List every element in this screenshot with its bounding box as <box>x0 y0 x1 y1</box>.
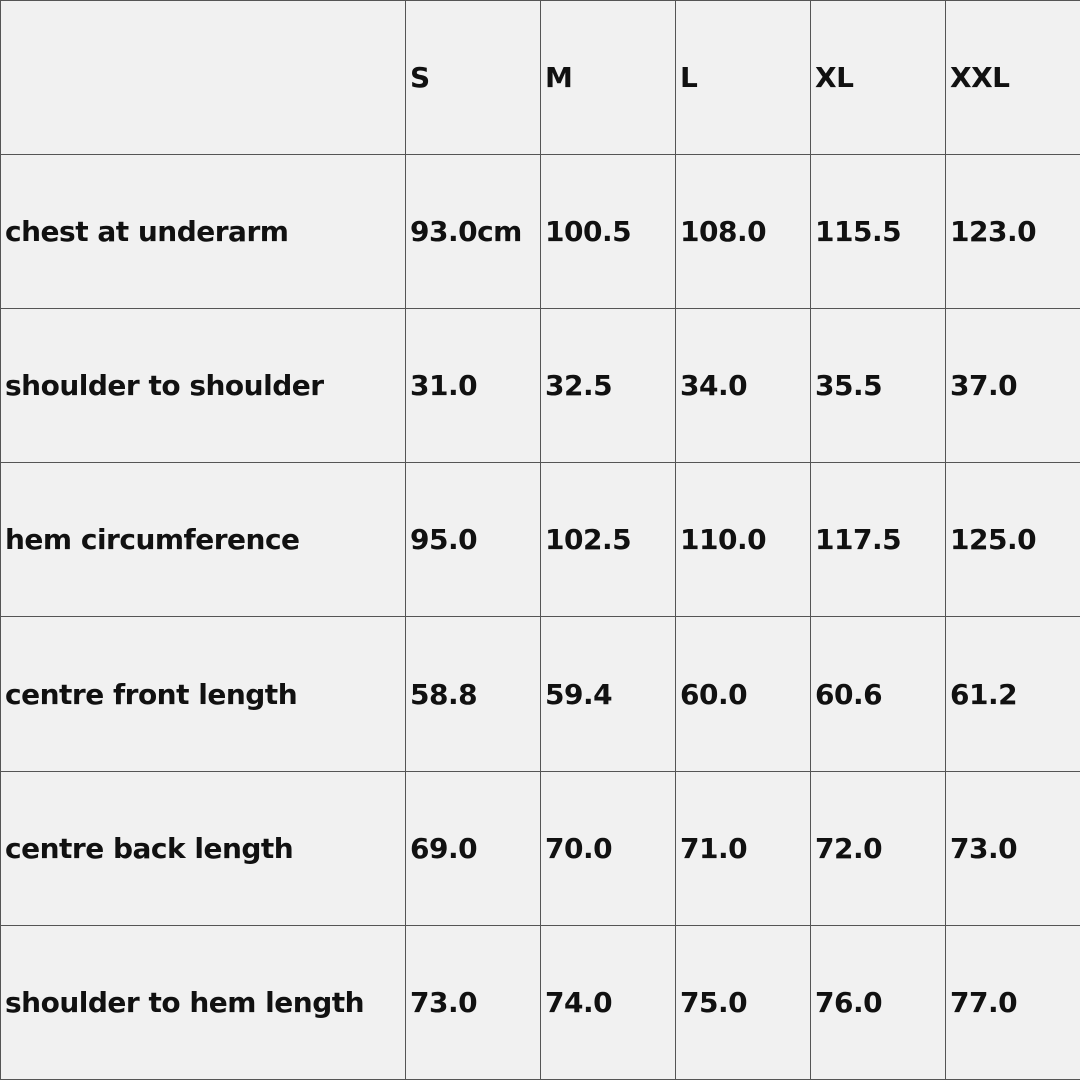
row-label: shoulder to shoulder <box>1 309 406 463</box>
table-cell: 34.0 <box>676 309 811 463</box>
table-cell: 61.2 <box>946 617 1080 771</box>
table-row <box>1 309 1080 463</box>
table-cell: 60.6 <box>811 617 946 771</box>
size-header-l: L <box>676 1 811 155</box>
table-cell: 73.0 <box>406 925 541 1079</box>
table-cell: 73.0 <box>946 771 1080 925</box>
table-row <box>1 155 1080 309</box>
table-cell: 102.5 <box>541 463 676 617</box>
table-cell: 72.0 <box>811 771 946 925</box>
row-label: centre front length <box>1 617 406 771</box>
table-cell: 108.0 <box>676 155 811 309</box>
table-cell: 76.0 <box>811 925 946 1079</box>
table-cell: 70.0 <box>541 771 676 925</box>
table-cell: 77.0 <box>946 925 1080 1079</box>
table-cell: 95.0 <box>406 463 541 617</box>
table-cell: 115.5 <box>811 155 946 309</box>
table-cell: 32.5 <box>541 309 676 463</box>
table-cell: 69.0 <box>406 771 541 925</box>
table-cell: 58.8 <box>406 617 541 771</box>
corner-cell <box>1 1 406 155</box>
row-label: hem circumference <box>1 463 406 617</box>
size-header-m: M <box>541 1 676 155</box>
size-header-xxl: XXL <box>946 1 1080 155</box>
row-label: shoulder to hem length <box>1 925 406 1079</box>
table-cell: 123.0 <box>946 155 1080 309</box>
table-cell: 71.0 <box>676 771 811 925</box>
table-cell: 59.4 <box>541 617 676 771</box>
table-cell: 74.0 <box>541 925 676 1079</box>
table-cell: 117.5 <box>811 463 946 617</box>
table-cell: 93.0cm <box>406 155 541 309</box>
table-row <box>1 925 1080 1079</box>
row-label: centre back length <box>1 771 406 925</box>
table-cell: 60.0 <box>676 617 811 771</box>
size-header-s: S <box>406 1 541 155</box>
size-header-xl: XL <box>811 1 946 155</box>
table-cell: 100.5 <box>541 155 676 309</box>
table-row <box>1 617 1080 771</box>
table-cell: 31.0 <box>406 309 541 463</box>
row-label: chest at underarm <box>1 155 406 309</box>
table-row <box>1 771 1080 925</box>
table-cell: 110.0 <box>676 463 811 617</box>
table-row <box>1 463 1080 617</box>
table-cell: 75.0 <box>676 925 811 1079</box>
table-cell: 125.0 <box>946 463 1080 617</box>
table-cell: 35.5 <box>811 309 946 463</box>
header-row <box>1 1 1080 155</box>
table-cell: 37.0 <box>946 309 1080 463</box>
